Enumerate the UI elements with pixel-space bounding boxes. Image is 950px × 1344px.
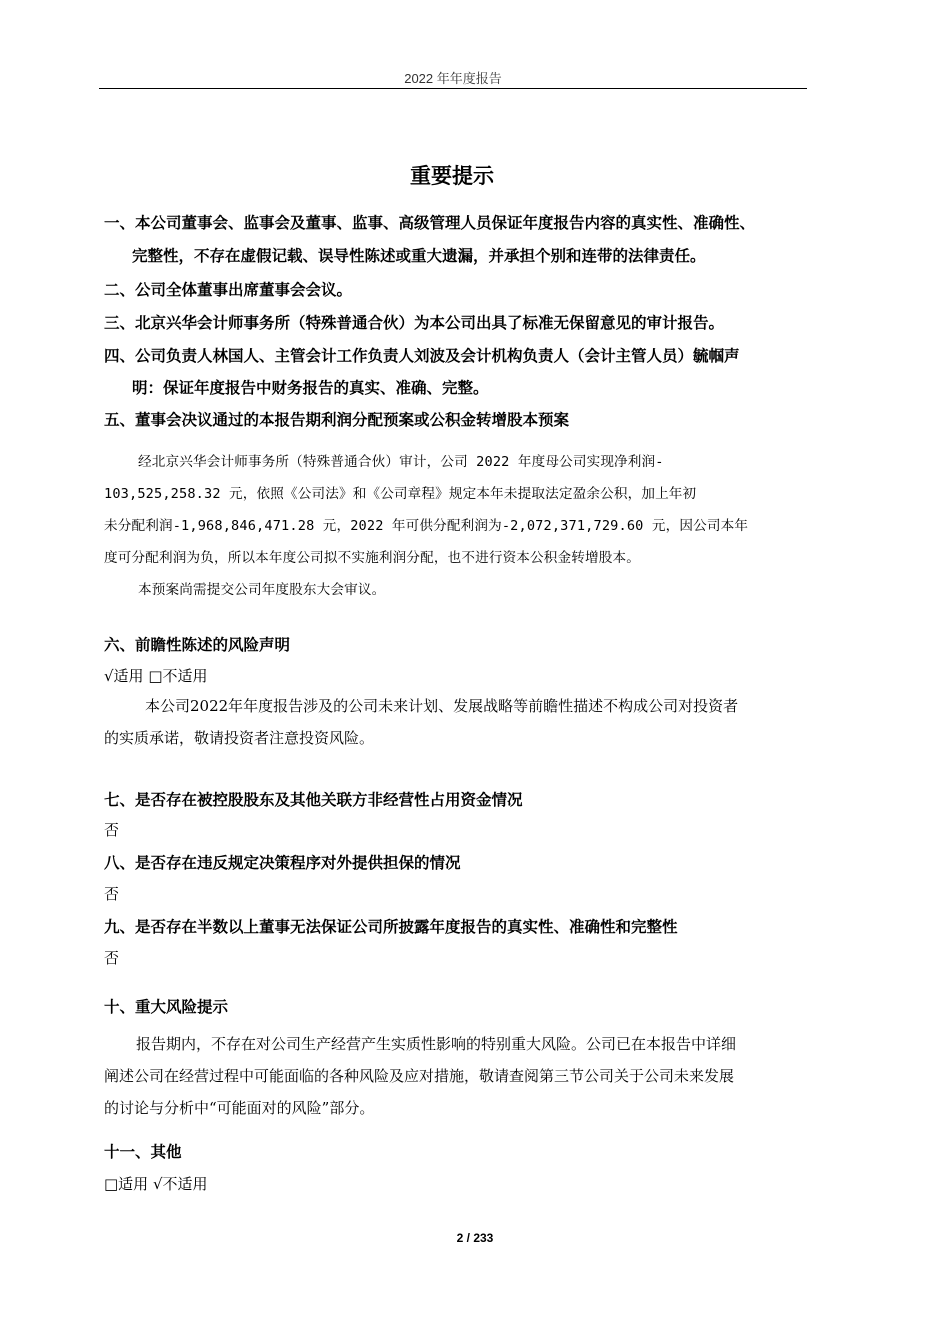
item-eleven-heading: 十一、其他 bbox=[104, 1142, 182, 1161]
header-rule bbox=[99, 88, 807, 89]
profit-paragraph-approval: 本预案尚需提交公司年度股东大会审议。 bbox=[138, 582, 386, 598]
item-eight-answer: 否 bbox=[104, 885, 120, 903]
item-ten-heading: 十、重大风险提示 bbox=[104, 997, 229, 1016]
item-three: 三、北京兴华会计师事务所（特殊普通合伙）为本公司出具了标准无保留意见的审计报告。 bbox=[104, 313, 725, 332]
item-six-paragraph-line1: 本公司2022年年度报告涉及的公司未来计划、发展战略等前瞻性描述不构成公司对投资者 bbox=[145, 697, 739, 715]
item-ten-paragraph-line1: 报告期内，不存在对公司生产经营产生实质性影响的特别重大风险。公司已在本报告中详细 bbox=[136, 1035, 737, 1053]
item-ten-paragraph-line3: 的讨论与分析中“可能面对的风险”部分。 bbox=[104, 1099, 375, 1117]
page-number: 2 / 233 bbox=[456, 1231, 494, 1245]
item-one-line2: 完整性，不存在虚假记载、误导性陈述或重大遗漏，并承担个别和连带的法律责任。 bbox=[132, 246, 706, 265]
item-seven-heading: 七、是否存在被控股股东及其他关联方非经营性占用资金情况 bbox=[104, 790, 523, 809]
item-four-line1: 四、公司负责人林国人、主管会计工作负责人刘波及会计机构负责人（会计主管人员）毓帼声 bbox=[104, 346, 740, 365]
profit-paragraph-line3: 未分配利润-1,968,846,471.28 元，2022 年可供分配利润为-2,072,371,729.60 元，因公司本年 bbox=[104, 518, 749, 534]
profit-paragraph-line4: 度可分配利润为负，所以本年度公司拟不实施利润分配，也不进行资本公积金转增股本。 bbox=[104, 550, 641, 566]
item-nine-heading: 九、是否存在半数以上董事无法保证公司所披露年度报告的真实性、准确性和完整性 bbox=[104, 917, 678, 936]
item-ten-paragraph-line2: 阐述公司在经营过程中可能面临的各种风险及应对措施，敬请查阅第三节公司关于公司未来发展 bbox=[104, 1067, 735, 1085]
item-five-heading: 五、董事会决议通过的本报告期利润分配预案或公积金转增股本预案 bbox=[104, 410, 570, 429]
profit-paragraph-line1: 经北京兴华会计师事务所（特殊普通合伙）审计，公司 2022 年度母公司实现净利润- bbox=[138, 454, 664, 470]
item-nine-answer: 否 bbox=[104, 949, 120, 967]
item-seven-answer: 否 bbox=[104, 821, 120, 839]
item-four-line2: 明：保证年度报告中财务报告的真实、准确、完整。 bbox=[132, 378, 489, 397]
profit-paragraph-line2: 103,525,258.32 元，依照《公司法》和《公司章程》规定本年未提取法定盈余公积，加上年初 bbox=[104, 486, 697, 502]
item-two: 二、公司全体董事出席董事会会议。 bbox=[104, 280, 353, 299]
item-eleven-applicability: □适用 √不适用 bbox=[104, 1175, 208, 1193]
item-eight-heading: 八、是否存在违反规定决策程序对外提供担保的情况 bbox=[104, 853, 461, 872]
item-six-paragraph-line2: 的实质承诺，敬请投资者注意投资风险。 bbox=[104, 729, 375, 747]
item-six-applicability: √适用 □不适用 bbox=[104, 667, 208, 685]
page-title: 重要提示 bbox=[410, 163, 494, 188]
item-six-heading: 六、前瞻性陈述的风险声明 bbox=[104, 635, 291, 654]
running-header: 2022 年年度报告 bbox=[404, 71, 502, 86]
item-one-line1: 一、本公司董事会、监事会及董事、监事、高级管理人员保证年度报告内容的真实性、准确性、 bbox=[104, 213, 756, 232]
